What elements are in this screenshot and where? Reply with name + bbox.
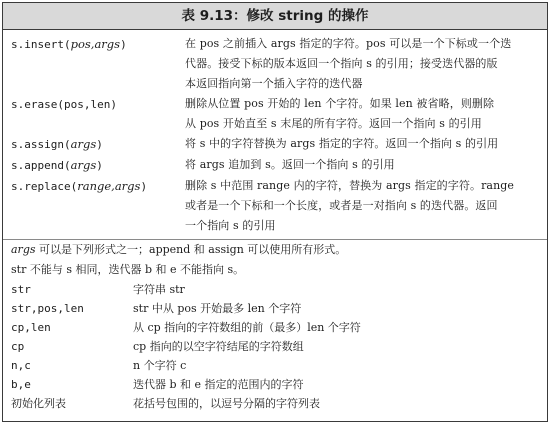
arg-form: cp,len — [11, 321, 51, 334]
arg-form: str,pos,len — [11, 302, 84, 315]
op-row-append — [3, 155, 547, 176]
op-description: 删除 s 中范围 range 内的字符，替换为 args 指定的字符。range 或者是一个下标和一个长度，或者是一对指向 s 的迭代器。返回 一个指向 s 的引用 — [185, 179, 515, 232]
op-signature: s.insert(pos,args) — [11, 37, 127, 51]
arg-form: n,c — [11, 359, 31, 372]
arg-form-row — [3, 318, 547, 337]
arg-form-description: 字符串 str — [133, 283, 185, 296]
args-intro-note: args 可以是下列形式之一；append 和 assign 可以使用所有形式。 — [11, 243, 347, 256]
arg-form-description: str 中从 pos 开始最多 len 个字符 — [133, 302, 302, 315]
arg-form: b,e — [11, 378, 31, 391]
table-title: 表 9.13：修改 string 的操作 — [3, 3, 547, 30]
arg-form: 初始化列表 — [11, 397, 66, 410]
op-signature: s.replace(range,args) — [11, 179, 148, 193]
arg-form-description: 从 cp 指向的字符数组的前（最多）len 个字符 — [133, 321, 361, 334]
arg-form-description: 迭代器 b 和 e 指定的范围内的字符 — [133, 378, 304, 391]
arg-form-row — [3, 299, 547, 318]
arg-form-description: n 个字符 c — [133, 359, 187, 372]
op-description: 在 pos 之前插入 args 指定的字符。pos 可以是一个下标或一个迭 代器。接受下标的版本返回一个指向 s 的引用；接受迭代器的版 本返回指向第一个插入字符的迭代器 — [185, 37, 512, 90]
arg-form-description: cp 指向的以空字符结尾的字符数组 — [133, 340, 304, 353]
arg-form: str — [11, 283, 31, 296]
operations-section — [3, 30, 547, 413]
op-signature: s.assign(args) — [11, 137, 103, 151]
op-signature: s.erase(pos,len) — [11, 98, 117, 111]
arg-form-description: 花括号包围的，以逗号分隔的字符列表 — [133, 397, 320, 410]
arg-form: cp — [11, 340, 25, 353]
op-row-replace — [3, 176, 547, 236]
op-row-erase — [3, 94, 547, 134]
op-row-insert — [3, 34, 547, 94]
arg-form-row — [3, 356, 547, 375]
op-signature: s.append(args) — [11, 158, 103, 172]
op-description: 删除从位置 pos 开始的 len 个字符。如果 len 被省略，则删除 从 pos 开始直至 s 末尾的所有字符。返回一个指向 s 的引用 — [185, 97, 495, 130]
op-description: 将 s 中的字符替换为 args 指定的字符。返回一个指向 s 的引用 — [185, 137, 499, 150]
arg-form-row — [3, 394, 547, 413]
op-description: 将 args 追加到 s。返回一个指向 s 的引用 — [185, 158, 395, 171]
arg-form-row — [3, 375, 547, 394]
arg-form-row — [3, 337, 547, 356]
op-row-assign — [3, 134, 547, 155]
str-restriction-note: str 不能与 s 相同，迭代器 b 和 e 不能指向 s。 — [11, 263, 245, 276]
string-ops-table — [2, 2, 548, 422]
arg-form-row — [3, 280, 547, 299]
